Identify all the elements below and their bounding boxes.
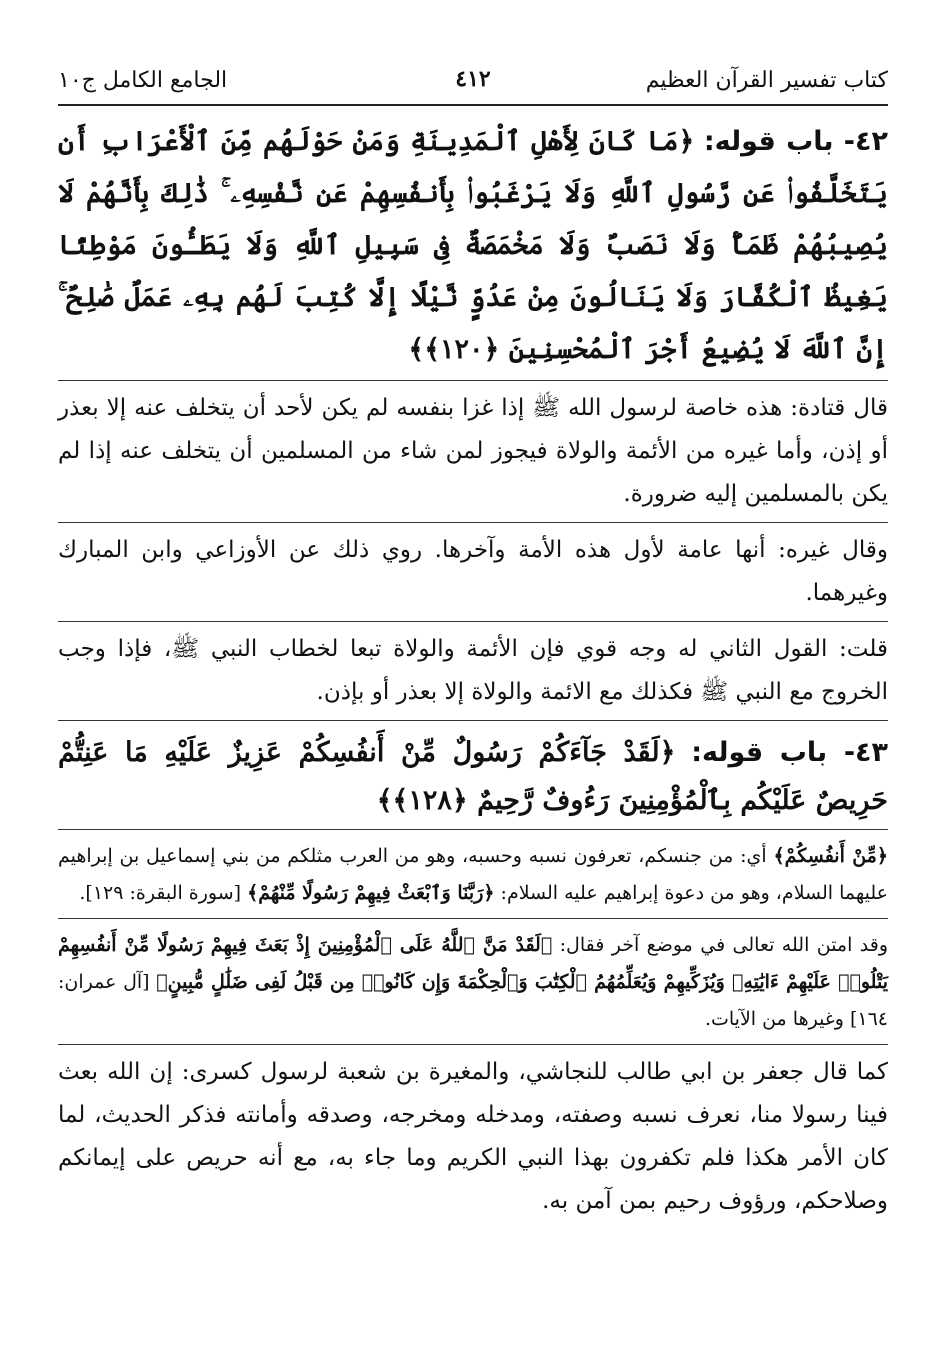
paragraph-author-opinion: قلت: القول الثاني له وجه قوي فإن الأئمة والولاة تبعا لخطاب النبي ﷺ، فإذا وجب الخروج مع النبي ﷺ فكذلك مع الائمة والولاة إلا بعذر أو بإذن. [58, 628, 888, 721]
section-42-verse [58, 116, 888, 381]
paragraph-qatada: قال قتادة: هذه خاصة لرسول الله ﷺ إذا غزا بنفسه لم يكن لأحد أن يتخلف عنه إلا بعذر أو إذن، وأما غيره من الأئمة والولاة فيجوز لمن شاء من المسلمين أن يتخلف عنه إذا لم يكن بالمسلمين إليه ضرورة. [58, 387, 888, 523]
explanation-text: أي: من جنسكم، تعرفون نسبه وحسبه، وهو من العرب مثلكم من بني إسماعيل بن إبراهيم عليهما السلام، وهو من دعوة إبراهيم عليه السلام: [58, 845, 888, 904]
section-43-verse [58, 729, 888, 830]
paragraph-jafar: كما قال جعفر بن ابي طالب للنجاشي، والمغيرة بن شعبة لرسول كسرى: إن الله بعث فينا رسولا منا، نعرف نسبه وصفته، ومدخله ومخرجه، وصدقه وأمانته فذكر الحديث، لما كان الأمر هكذا فلم تكفرون بهذا النبي الكريم وما جاء به، مع أنه حريص على إيمانكم وصلاحكم، ورؤوف رحيم بمن آمن به. [58, 1059, 888, 1214]
reference-al-imran: [آل عمران: ١٦٤] وغيرها من الآيات. [58, 971, 888, 1030]
paragraph-imtinan [58, 927, 888, 1045]
paragraph-min-anfusikum [58, 838, 888, 919]
quote-al-imran: ﴿لَقَدْ مَنَّ ٱللَّهُ عَلَى ٱلْمُؤْمِنِينَ إِذْ بَعَثَ فِيهِمْ رَسُولًا مِّنْ أَنفُسِهِمْ يَتْلُوا۟ عَلَيْهِمْ ءَايَٰتِهِۦ وَيُزَكِّيهِمْ وَيُعَلِّمُهُمُ ٱلْكِتَٰبَ وَٱلْحِكْمَةَ وَإِن كَانُوا۟ مِن قَبْلُ لَفِى ضَلَٰلٍ مُّبِينٍ﴾ [58, 934, 888, 993]
verse-128: ﴿لَقَدْ جَآءَكُمْ رَسُولٌ مِّنْ أَنفُسِكُمْ عَزِيزٌ عَلَيْهِ مَا عَنِتُّمْ حَرِيصٌ عَلَيْكُم بِٱلْمُؤْمِنِينَ رَءُوفٌ رَّحِيمٌ ﴿١٢٨﴾﴾ [58, 737, 888, 816]
quote-min-anfusikum: ﴿مِّنْ أَنفُسِكُمْ﴾ [773, 845, 888, 867]
verse-120: ﴿مَا كَانَ لِأَهْلِ ٱلْمَدِينَةِ وَمَنْ حَوْلَهُم مِّنَ ٱلْأَعْرَابِ أَن يَتَخَلَّفُوا۟ عَن رَّسُولِ ٱللَّهِ وَلَا يَرْغَبُوا۟ بِأَنفُسِهِمْ عَن نَّفْسِهِۦ ۚ ذَٰلِكَ بِأَنَّهُمْ لَا يُصِيبُهُمْ ظَمَأٌ وَلَا نَصَبٌ وَلَا مَخْمَصَةٌ فِى سَبِيلِ ٱللَّهِ وَلَا يَطَـُٔونَ مَوْطِئًا يَغِيظُ ٱلْكُفَّارَ وَلَا يَنَالُونَ مِنْ عَدُوٍّ نَّيْلًا إِلَّا كُتِبَ لَهُم بِهِۦ عَمَلٌ صَٰلِحٌ ۚ إِنَّ ٱللَّهَ لَا يُضِيعُ أَجْرَ ٱلْمُحْسِنِينَ ﴿١٢٠﴾﴾ [58, 126, 888, 365]
running-header [58, 60, 888, 106]
quote-baqarah: ﴿رَبَّنَا وَٱبْعَثْ فِيهِمْ رَسُولًا مِّنْهُمْ﴾ [247, 882, 495, 904]
book-title: كتاب تفسير القرآن العظيم [645, 68, 888, 93]
imtinan-text: وقد امتن الله تعالى في موضع آخر فقال: [552, 934, 889, 956]
collection-title: الجامع الكامل ج١٠ [58, 68, 228, 93]
section-42-label: ٤٢- باب قوله: [703, 126, 888, 157]
paragraph-other-opinion: وقال غيره: أنها عامة لأول هذه الأمة وآخرها. روي ذلك عن الأوزاعي وابن المبارك وغيرهما. [58, 529, 888, 622]
section-43-label: ٤٣- باب قوله: [691, 737, 888, 768]
page-number: ٤١٢ [455, 66, 491, 92]
page [58, 60, 888, 1229]
reference-baqarah: [سورة البقرة: ١٢٩]. [79, 882, 248, 904]
